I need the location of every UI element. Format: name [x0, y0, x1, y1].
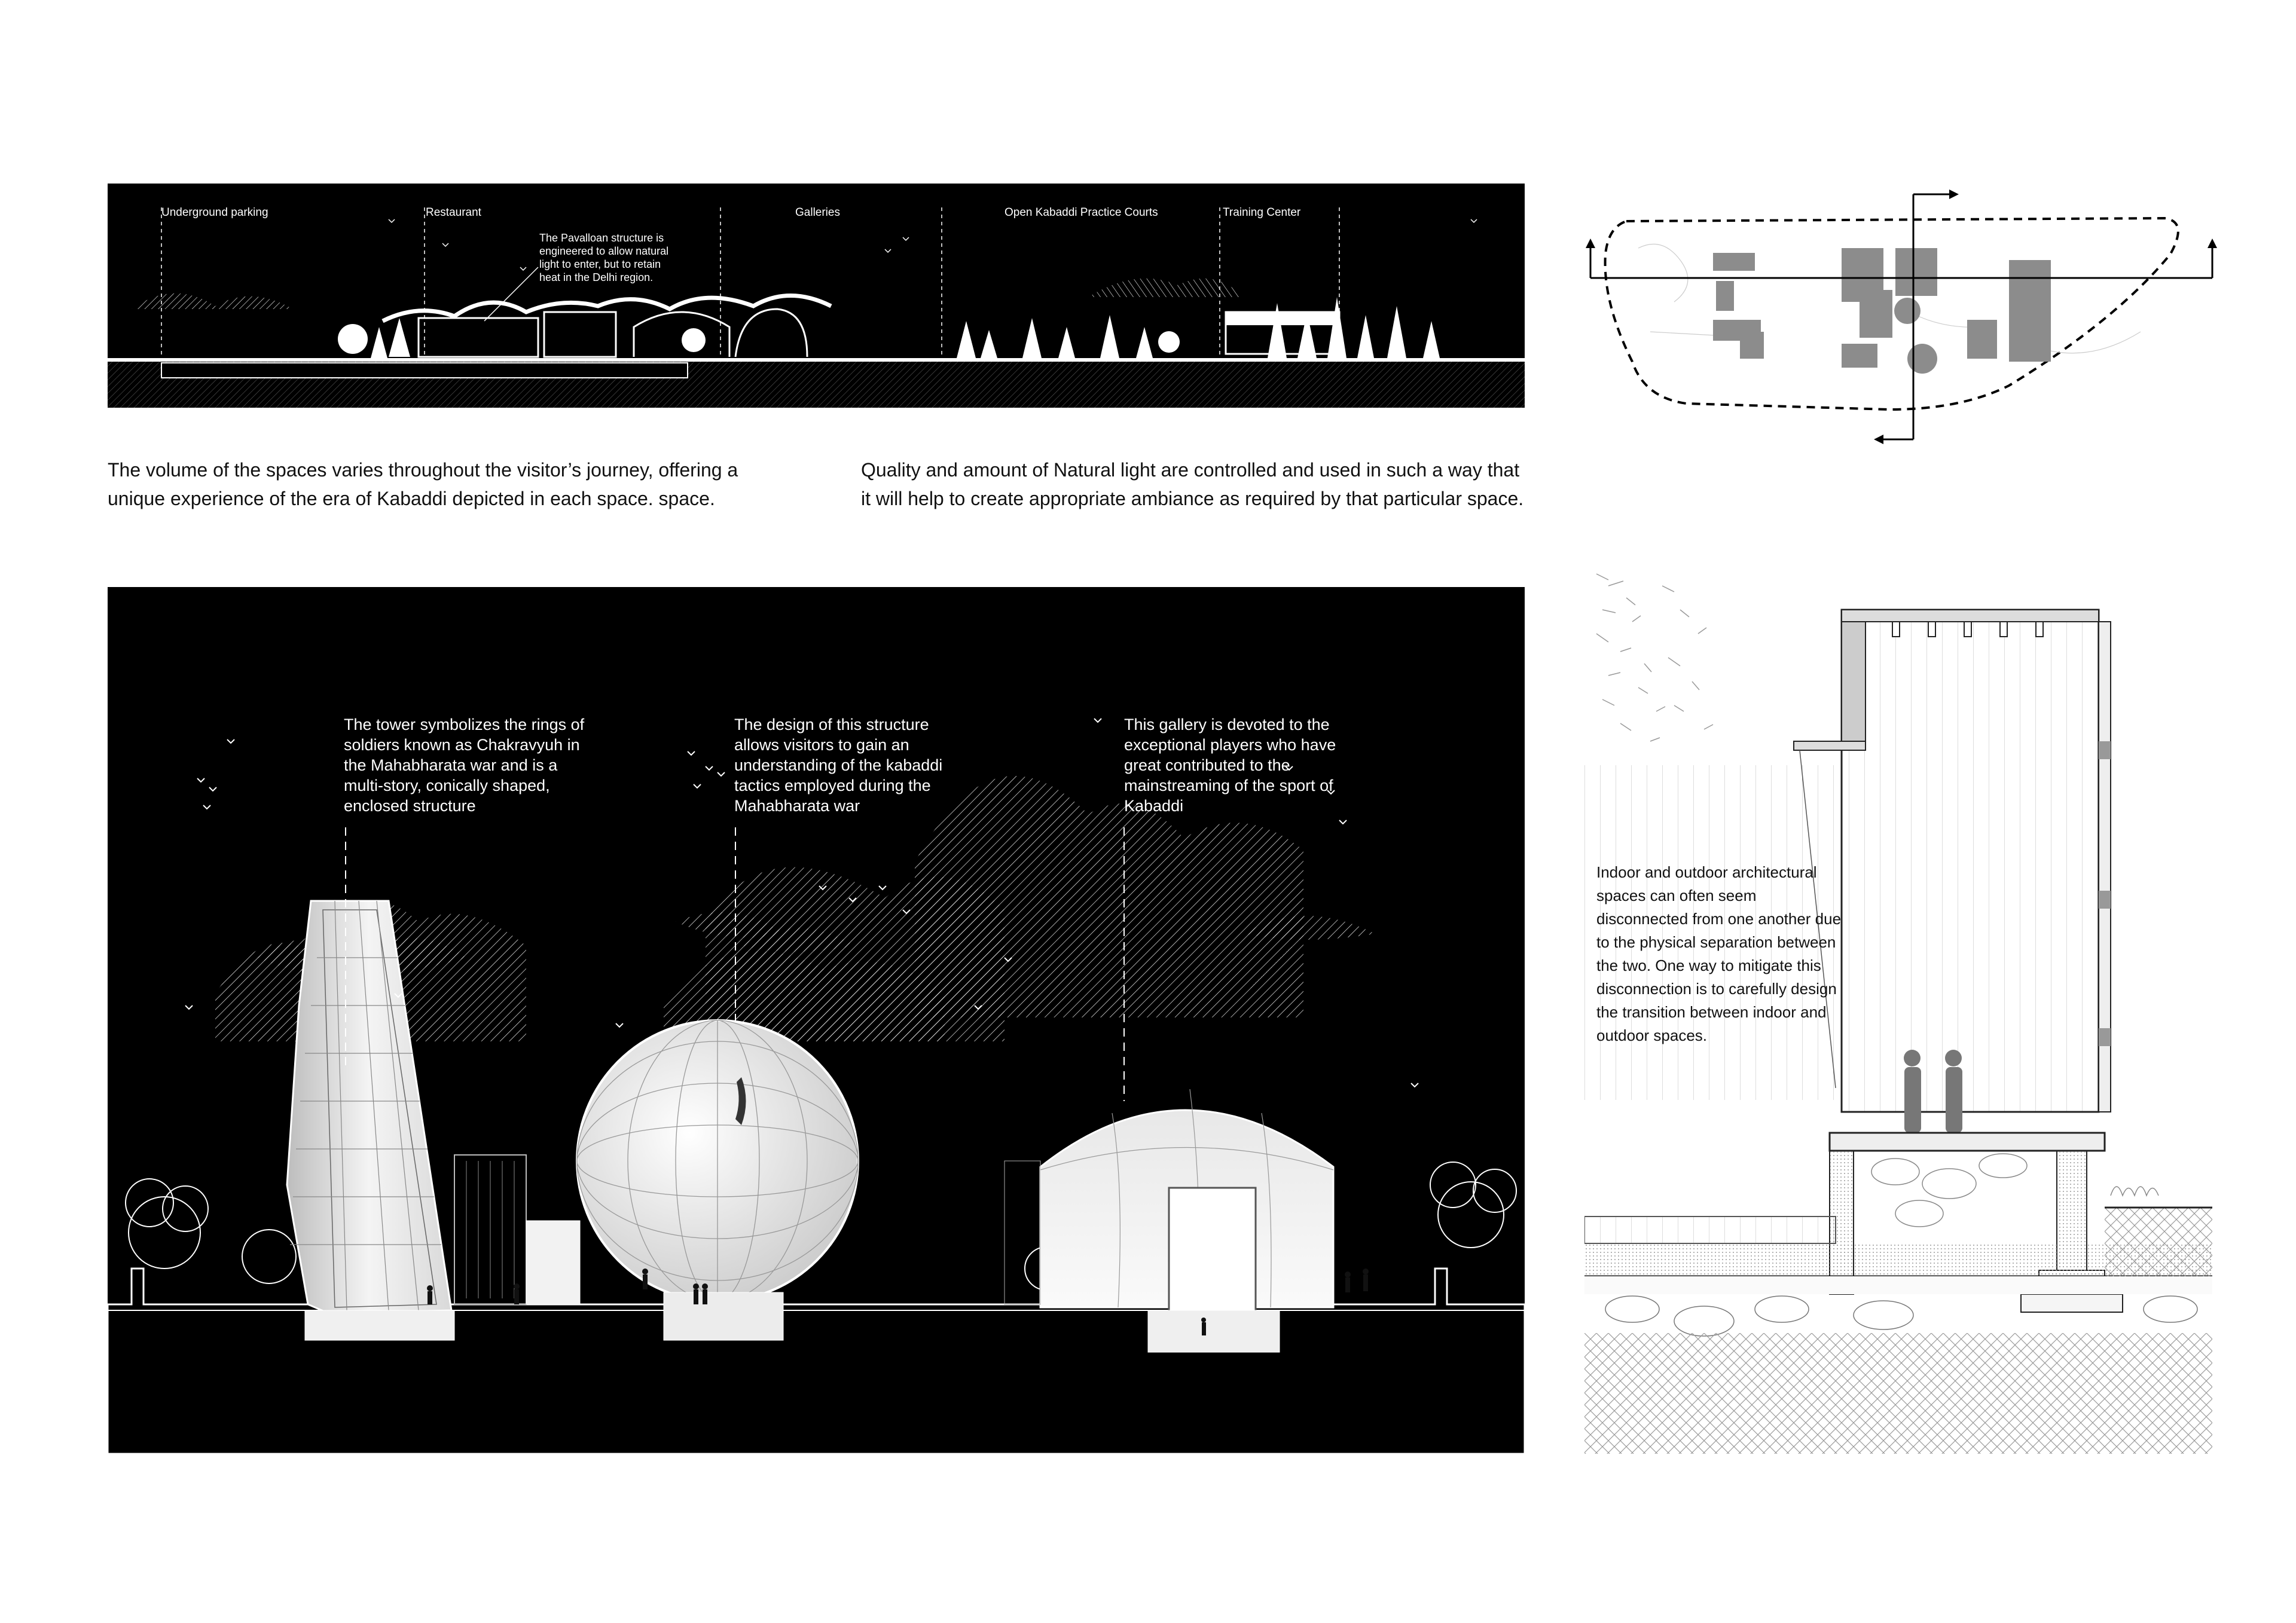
zone-label-training: Training Center — [1223, 206, 1301, 219]
zone-label-parking: Underground parking — [161, 206, 268, 219]
foliage — [1596, 574, 1713, 741]
sphere-drawing — [577, 1020, 858, 1340]
zone-label-restaurant: Restaurant — [426, 206, 481, 219]
site-plan — [1578, 182, 2224, 451]
zone-label-courts: Open Kabaddi Practice Courts — [1004, 206, 1158, 219]
detail-note: Indoor and outdoor architectural spaces can often seem disconnected from one another due to the physical separation between the two. One way to mitigate this disconnection is to carefully design the transition between indoor and outdoor spaces. — [1596, 863, 1842, 1044]
zone-label-galleries: Galleries — [795, 206, 840, 219]
paragraph-natural-light: Quality and amount of Natural light are controlled and used in such a way that it will help to create appropriate ambiance as required by that particular space. — [861, 459, 1524, 509]
note-tower: The tower symbolizes the rings of soldiers known as Chakravyuh in the Mahabharata war and is a multi-story, conically shaped, enclosed structure — [344, 716, 585, 815]
pavilion-note: The Pavalloan structure is engineered to allow natural light to enter, but to retain heat in the Delhi region. — [539, 232, 669, 283]
note-sphere: The design of this structure allows visitors to gain an understanding of the kabaddi tactics employed during the Mahabharata war — [734, 716, 943, 815]
site-plan-drawing — [1578, 182, 2224, 451]
site-section-panel — [108, 184, 1525, 408]
plan-buildings — [1713, 248, 2051, 374]
note-gallery: This gallery is devoted to the exceptional players who have great contributed to the mainstreaming of the sport of Kabaddi — [1124, 716, 1336, 815]
detail-section — [1584, 562, 2212, 1454]
paragraph-volume: The volume of the spaces varies throughout the visitor’s journey, offering a unique experience of the era of Kabaddi depicted in each space. space. — [108, 459, 738, 509]
trees — [338, 297, 1440, 358]
main-section-panel — [108, 587, 1525, 1454]
